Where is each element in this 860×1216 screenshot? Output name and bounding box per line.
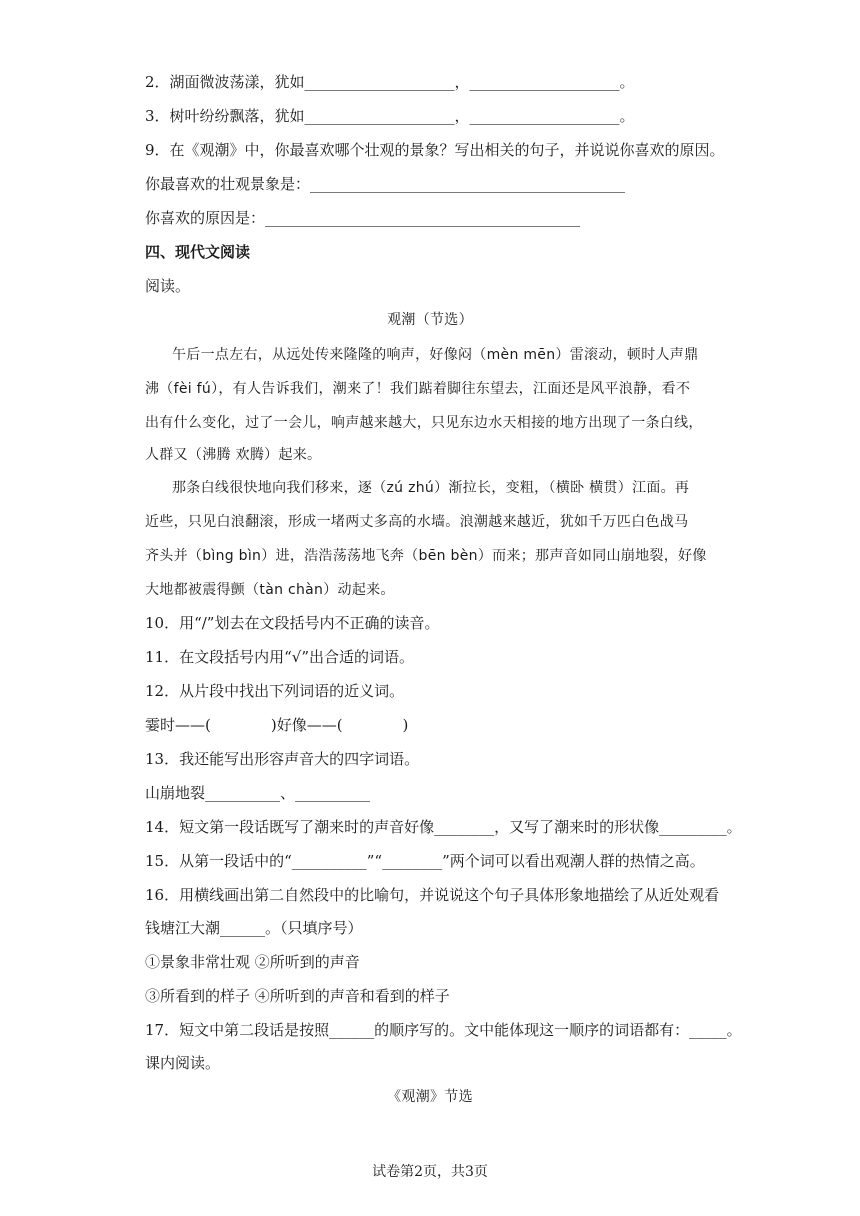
question-9-answer-scene: 你最喜欢的壮观景象是：__________________________________________	[145, 175, 626, 193]
passage-line: 沸（fèi fú），有人告诉我们，潮来了！我们踮着脚往东望去，江面还是风平浪静，看不	[145, 381, 691, 397]
question-11: 11．在文段括号内用“√”出合适的词语。	[145, 648, 414, 666]
option-row-1: ①景象非常壮观 ②所听到的声音	[145, 953, 360, 971]
question-16: 16．用横线画出第二自然段中的比喻句，并说说这个句子具体形象地描绘了从近处观看	[145, 886, 720, 904]
passage-line: 午后一点左右，从远处传来隆隆的响声，好像闷（mèn mēn）雷滚动，顿时人声鼎	[172, 347, 699, 363]
page-footer: 试卷第2页，共3页	[372, 1164, 488, 1180]
passage-line: 出有什么变化，过了一会儿，响声越来越大，只见东边水天相接的地方出现了一条白线，	[145, 415, 703, 431]
section-heading: 四、现代文阅读	[145, 243, 251, 261]
question-9: 9．在《观潮》中，你最喜欢哪个壮观的景象？写出相关的句子，并说说你喜欢的原因。	[145, 141, 725, 159]
question-16-continued: 钱塘江大潮______。（只填序号）	[145, 919, 363, 937]
read-label: 阅读。	[145, 277, 191, 295]
passage-line: 那条白线很快地向我们移来，逐（zú zhú）渐拉长，变粗，（横卧 横贯）江面。再	[172, 480, 690, 496]
question-12: 12．从片段中找出下列词语的近义词。	[145, 682, 405, 700]
question-2: 2．湖面微波荡漾，犹如____________________，____________________。	[145, 73, 635, 91]
passage-line: 大地都被震得颤（tàn chàn）动起来。	[145, 582, 395, 598]
passage-line: 近些，只见白浪翻滚，形成一堵两丈多高的水墙。浪潮越来越近，犹如千万匹白色战马	[145, 514, 689, 530]
question-10: 10．用“/”划去在文段括号内不正确的读音。	[145, 614, 440, 632]
question-14: 14．短文第一段话既写了潮来时的声音好像________，又写了潮来时的形状像_________。	[145, 818, 742, 836]
in-class-reading-label: 课内阅读。	[145, 1054, 221, 1072]
question-9-answer-reason: 你喜欢的原因是：__________________________________________	[145, 209, 581, 227]
second-passage-title: 《观潮》节选	[387, 1089, 473, 1105]
passage-line: 人群又（沸腾 欢腾）起来。	[145, 447, 322, 463]
question-3: 3．树叶纷纷飘落，犹如____________________，____________________。	[145, 107, 635, 125]
option-row-2: ③所看到的样子 ④所听到的声音和看到的样子	[145, 987, 450, 1005]
passage-line: 齐头并（bìng bìn）进，浩浩荡荡地飞奔（bēn bèn）而来；那声音如同山崩地裂，好像	[145, 548, 707, 564]
question-13-blanks: 山崩地裂__________、__________	[145, 784, 371, 802]
passage-title: 观潮（节选）	[387, 312, 473, 328]
question-17: 17．短文中第二段话是按照______的顺序写的。文中能体现这一顺序的词语都有：_____。	[145, 1021, 742, 1039]
question-12-blanks: 霎时——( )好像——( )	[145, 716, 409, 734]
question-15: 15．从第一段话中的“__________”“________”两个词可以看出观潮人群的热情之高。	[145, 852, 705, 870]
question-13: 13．我还能写出形容声音大的四字词语。	[145, 750, 420, 768]
